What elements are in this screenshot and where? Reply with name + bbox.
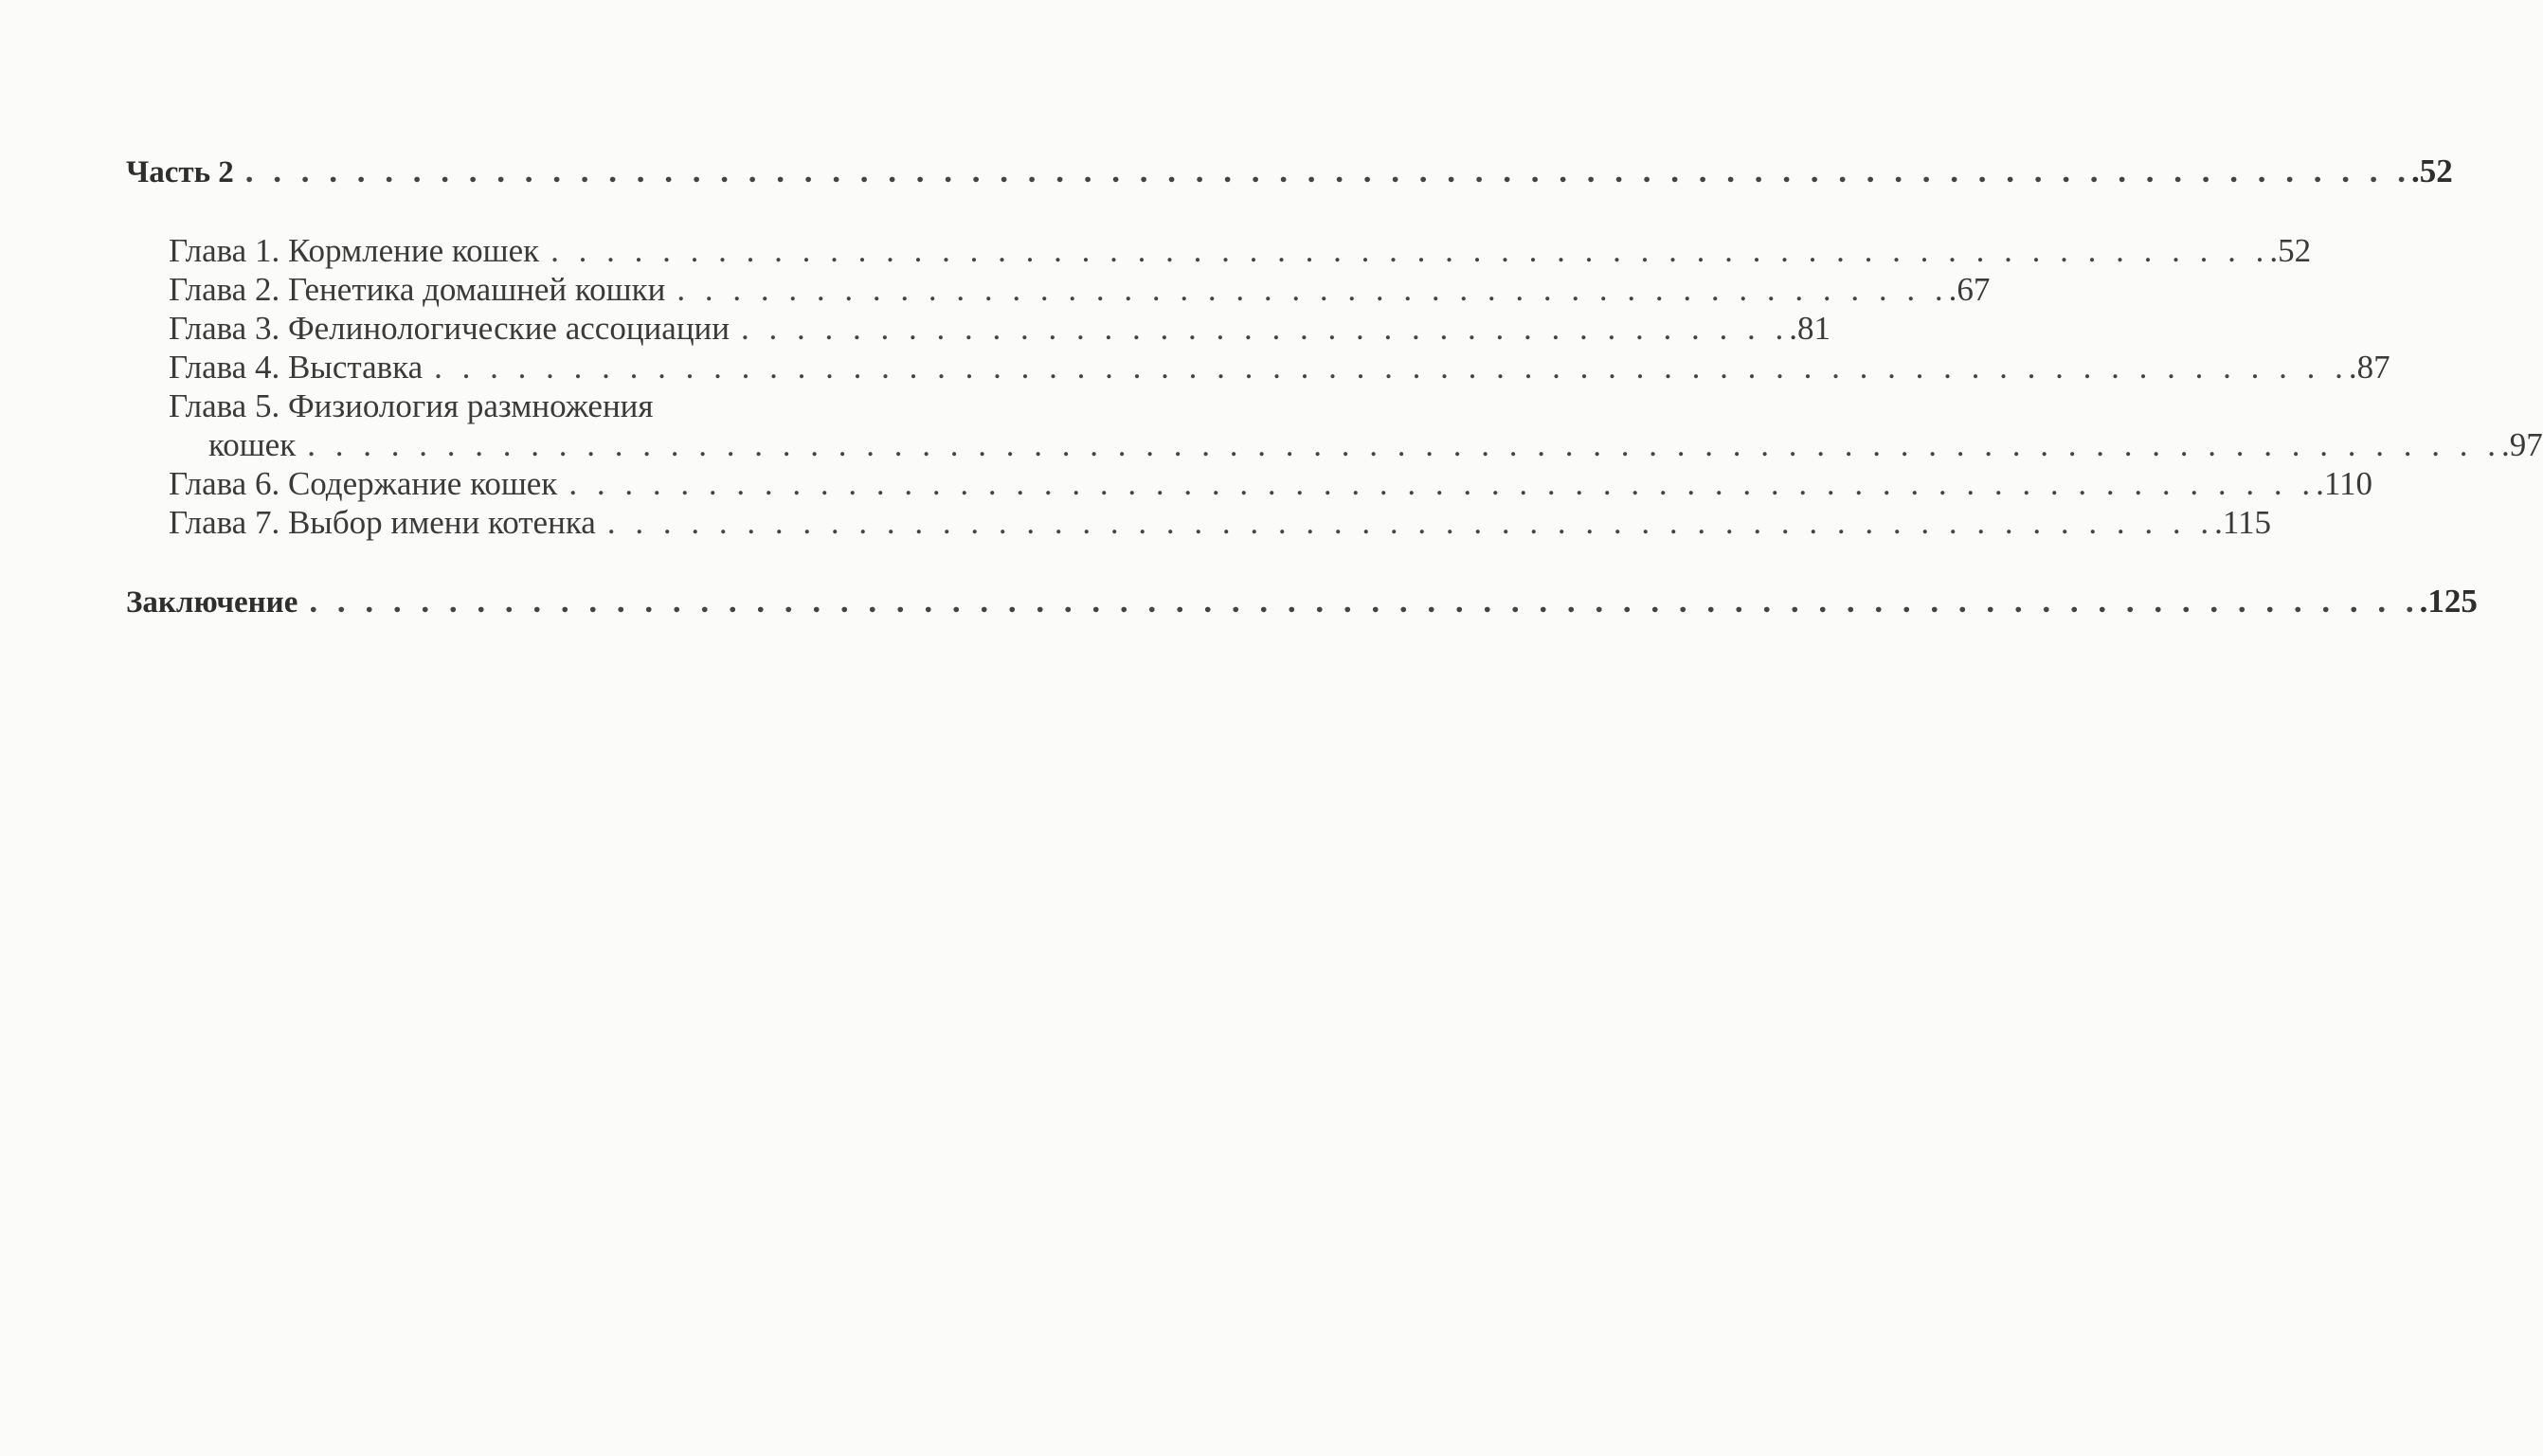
- toc-chapter-title: Глава 4. Выставка: [169, 349, 424, 386]
- toc-conclusion[interactable]: [126, 582, 2478, 622]
- toc-part-title: Часть 2: [126, 155, 234, 189]
- toc-page-number: .52: [2411, 153, 2453, 189]
- toc-leader-dots: . . . . . . . . . . . . . . . . . . . . . . . . . . . . . . . . . . . . . . . . . . . . . . . . . . . . . . . . . . . . . .: [550, 232, 2270, 269]
- spacer: [126, 542, 933, 582]
- toc-page-number: .87: [2348, 349, 2390, 386]
- toc-leader-dots: . . . . . . . . . . . . . . . . . . . . . . . . . . . . . . . . . . . . . . . . . . . . . . . . . . . . . . . . . .: [606, 504, 2215, 541]
- toc-leader-dots: . . . . . . . . . . . . . . . . . . . . . . . . . . . . . . . . . . . . . . . . . . . . . . . . . . . . . . . . . . . . . . . . . . . . . . . . . . . .: [309, 583, 2420, 620]
- toc-chapter-title: Глава 7. Выбор имени котенка: [169, 504, 596, 541]
- toc-page-number: .110: [2316, 465, 2373, 502]
- toc-leader-dots: . . . . . . . . . . . . . . . . . . . . . . . . . . . . . . . . . . . . . . . . . . . . . . . . . . . . . . . . . . . . . . .: [568, 465, 2317, 502]
- spacer: [126, 192, 933, 231]
- toc-chapter-title-line-2: кошек: [208, 426, 297, 463]
- toc-chapter-5-continuation: [126, 425, 2543, 464]
- toc-chapter-title: Глава 6. Содержание кошек: [169, 465, 558, 502]
- toc-page-number: .115: [2214, 504, 2272, 541]
- toc-chapter-title: Глава 2. Генетика домашней кошки: [169, 271, 666, 308]
- toc-page-number: .81: [1789, 310, 1831, 347]
- toc-leader-dots: . . . . . . . . . . . . . . . . . . . . . . . . . . . . . . . . . . . . . . . . . . . . . . . . . . . . . . . . . . . . . . . . . . . . . . . . . . . . . .: [244, 153, 2412, 189]
- toc-chapter-2[interactable]: [126, 270, 1991, 309]
- toc-leader-dots: . . . . . . . . . . . . . . . . . . . . . . . . . . . . . . . . . . . . . . . . . . . . . . . . . . . . . . . . . . . . . . . . . . . . . . . . . . . . . . .: [307, 426, 2501, 463]
- toc-leader-dots: . . . . . . . . . . . . . . . . . . . . . . . . . . . . . . . . . . . . . . . . . . . . . . . . . . . . . . . . . . . . . . . . . . . . .: [434, 349, 2349, 386]
- toc-chapter-title-line-1: Глава 5. Физиология размножения: [169, 387, 654, 424]
- toc-page-number: .97: [2500, 426, 2543, 463]
- toc-part-2[interactable]: [126, 152, 2453, 192]
- toc-chapter-title: Глава 3. Фелинологические ассоциации: [169, 310, 730, 347]
- toc-leader-dots: . . . . . . . . . . . . . . . . . . . . . . . . . . . . . . . . . . . . . . . . . . . . . .: [676, 271, 1949, 308]
- toc-chapter-3[interactable]: [126, 309, 1831, 348]
- toc-conclusion-title: Заключение: [126, 585, 298, 620]
- toc-chapter-5[interactable]: [126, 386, 2543, 464]
- toc-chapter-1[interactable]: [126, 231, 2312, 270]
- toc-page-number: .52: [2269, 232, 2312, 269]
- toc-leader-dots: . . . . . . . . . . . . . . . . . . . . . . . . . . . . . . . . . . . . . .: [741, 310, 1790, 347]
- toc-page-number: .125: [2419, 583, 2478, 620]
- toc-chapter-7[interactable]: [126, 503, 2272, 542]
- toc-chapter-6[interactable]: [126, 464, 2373, 503]
- toc-chapter-title: Глава 1. Кормление кошек: [169, 232, 540, 269]
- toc-chapter-4[interactable]: [126, 348, 2390, 386]
- table-of-contents: [126, 152, 2543, 622]
- toc-page-number: .67: [1948, 271, 1991, 308]
